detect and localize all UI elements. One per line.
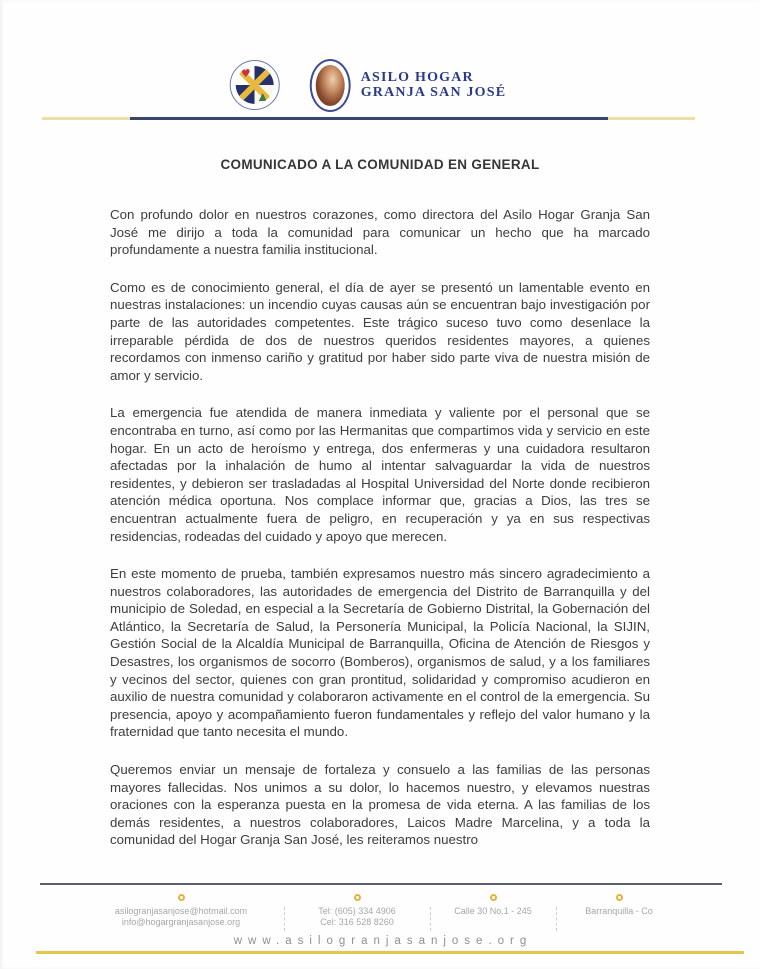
phone-icon bbox=[354, 894, 361, 901]
header-divider bbox=[42, 117, 695, 120]
footer-divider bbox=[40, 883, 722, 885]
crest-cross-icon bbox=[236, 66, 274, 104]
paragraph-1: Con profundo dolor en nuestros corazones, como directora del Asilo Hogar Granja San José me dirijo a toda la comunidad para comunicar un hecho que ha marcado profundamente a nuestra familia institucional. bbox=[110, 207, 650, 258]
page-title: COMUNICADO A LA COMUNIDAD EN GENERAL bbox=[220, 157, 540, 172]
location-icon bbox=[490, 894, 497, 901]
heart-icon: ♥ bbox=[240, 67, 251, 80]
org-name bbox=[361, 70, 507, 100]
paragraph-2: Como es de conocimiento general, el día de ayer se presentó un lamentable evento en nuestras instalaciones: un incendio cuyas causas aún se encuentran bajo investigación por parte de las autoridades competentes. Este trágico suceso tuvo como desenlace la irreparable pérdida de dos de nuestros queridos residentes mayores, a quienes recordamos con inmenso cariño y gratitud por haber sido parte viva de nuestra misión de amor y servicio. bbox=[110, 279, 650, 383]
paragraph-3: La emergencia fue atendida de manera inmediata y valiente por el personal que se encontraba en turno, así como por las Hermanitas que compartimos vida y servicio en este hogar. En un acto de heroísmo y entrega, dos enfermeras y una cuidadora resultaron afectadas por la inhalación de humo al intentar salvaguardar la vida de nuestros residentes, y debieron ser trasladadas al Hospital Universidad del Norte donde recibieron atención médica oportuna. Nos complace informar que, gracias a Dios, las tres se encuentran actualmente fuera de peligro, en recuperación y ya en sus respectivas residencias, rodeadas del cuidado y apoyo que merecen. bbox=[110, 405, 650, 544]
city-pin-icon bbox=[616, 894, 623, 901]
footer-email-block bbox=[79, 894, 284, 928]
madonna-portrait bbox=[316, 65, 345, 106]
footer-phone-block bbox=[285, 894, 430, 928]
paragraph-4: En este momento de prueba, también expresamos nuestro más sincero agradecimiento a nuestros colaboradores, las autoridades de emergencia del Distrito de Barranquilla y del municipio de Soledad, en especial a la Secretaría de Gobierno Distrital, la Gobernación del Atlántico, la Secretaría de Salud, la Personería Municipal, la Policía Nacional, la SIJIN, Gestión Social de la Alcaldía Municipal de Barranquilla, Oficina de Atención de Riesgos y Desastres, los organismos de socorro (Bomberos), organismos de salud, y a los familiares y vecinos del sector, quienes con gran prontitud, solidaridad y compromiso acudieron en auxilio de nuestra comunidad y colaboraron activamente en el control de la emergencia. Su presencia, apoyo y acompañamiento fueron fundamentales y reflejo del valor humano y la fraternidad que tanto necesita el mundo. bbox=[110, 566, 650, 740]
footer-contact-bar bbox=[75, 894, 685, 931]
letter-body bbox=[110, 206, 650, 869]
paragraph-5: Queremos enviar un mensaje de fortaleza y consuelo a las familias de las personas mayores fallecidas. Nos unimos a su dolor, lo hacemos nuestro, y elevamos nuestras oraciones con la esperanza puesta en la promesa de vida eterna. A las familias de los demás residentes, a nuestros colaboradores, Laicos Madre Marcelina, y a toda la comunidad del Hogar Granja San José, les reiteramos nuestro bbox=[110, 762, 650, 848]
congregation-crest-icon bbox=[230, 60, 280, 110]
footer-email-1: asilogranjasanjose@hotmail.com bbox=[114, 906, 248, 916]
footer-address: Calle 30 No.1 - 245 bbox=[454, 906, 532, 916]
org-name-line2: GRANJA SAN JOSÉ bbox=[360, 85, 507, 100]
footer-city: Barranquilla - Co bbox=[585, 906, 653, 916]
email-icon bbox=[178, 894, 185, 901]
org-name-line1: ASILO HOGAR bbox=[360, 70, 474, 85]
footer-phone-2: Cel: 316 528 8260 bbox=[320, 917, 394, 927]
website-url: www.asilogranjasanjose.org bbox=[233, 935, 533, 947]
letterhead bbox=[230, 57, 507, 113]
footer-phone-1: Tel: (605) 334 4906 bbox=[318, 906, 396, 916]
tree-icon bbox=[259, 93, 267, 101]
madonna-logo-icon bbox=[310, 59, 351, 112]
footer-city-block bbox=[557, 894, 682, 917]
footer-email-2: info@hogargranjasanjose.org bbox=[121, 917, 241, 927]
footer-gold-line bbox=[36, 951, 744, 954]
footer-address-block bbox=[431, 894, 556, 917]
